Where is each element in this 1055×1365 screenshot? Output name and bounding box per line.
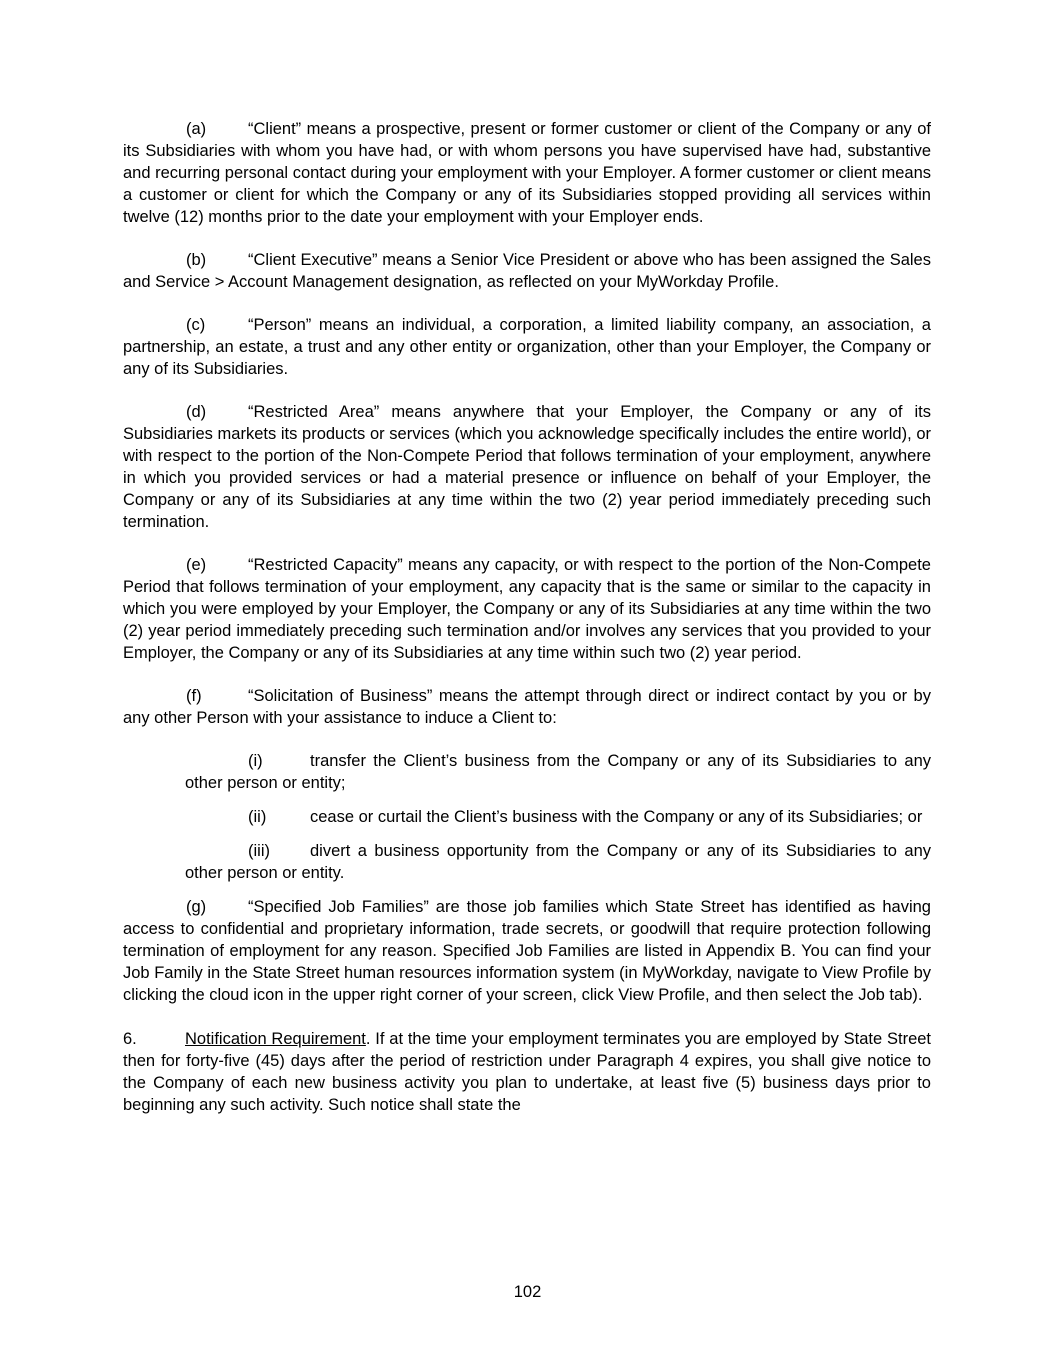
definition-e — [123, 554, 931, 664]
clause-text-c: “Person” means an individual, a corporation, a limited liability company, an association, a partnership, an estate, a trust and any other entity or organization, other than your Employer, the Company or any of its Subsidiaries. — [123, 316, 931, 378]
subclause-text-i: transfer the Client’s business from the Company or any of its Subsidiaries to any other person or entity; — [185, 752, 931, 792]
clause-label-g: (g) — [186, 898, 207, 916]
section-6-heading: Notification Requirement — [185, 1030, 366, 1048]
page-number: 102 — [513, 1283, 542, 1301]
clause-text-g: “Specified Job Families” are those job families which State Street has identified as having access to confidential and proprietary information, trade secrets, or goodwill that require protection following termination of employment for any reason. Specified Job Families are listed in Appendix B. You can find your Job Family in the State Street human resources information system (in MyWorkday, navigate to View Profile by clicking the cloud icon in the upper right corner of your screen, click View Profile, and then select the Job tab). — [123, 898, 931, 1004]
section-6 — [123, 1028, 931, 1116]
subclause-text-iii: divert a business opportunity from the Company or any of its Subsidiaries to any other person or entity. — [185, 842, 931, 882]
definition-a — [123, 118, 931, 228]
document-body — [123, 118, 931, 1137]
definition-g — [123, 896, 931, 1006]
clause-label-a: (a) — [186, 120, 207, 138]
clause-label-e: (e) — [186, 556, 207, 574]
clause-text-e: “Restricted Capacity” means any capacity, or with respect to the portion of the Non-Compete Period that follows termination of your employment, any capacity that is the same or similar to the capacity in which you were employed by your Employer, the Company or any of its Subsidiaries at any time within the two (2) year period immediately preceding such termination and/or involves any services that you provided to your Employer, the Company or any of its Subsidiaries at any time within such two (2) year period. — [123, 556, 931, 662]
subclause-label-i: (i) — [248, 752, 263, 770]
subclause-iii — [185, 840, 931, 884]
clause-text-d: “Restricted Area” means anywhere that your Employer, the Company or any of its Subsidiaries markets its products or services (which you acknowledge specifically includes the entire world), or with respect to the portion of the Non-Compete Period that follows termination of your employment, anywhere in which you provided services or had a material presence or influence on behalf of your Employer, the Company or any of its Subsidiaries at any time within the two (2) year period immediately preceding such termination. — [123, 403, 931, 531]
clause-text-b: “Client Executive” means a Senior Vice President or above who has been assigned the Sales and Service > Account Management designation, as reflected on your MyWorkday Profile. — [123, 251, 931, 291]
section-6-number: 6. — [123, 1030, 137, 1048]
definition-d — [123, 401, 931, 533]
subclause-label-iii: (iii) — [248, 842, 270, 860]
subclause-text-ii: cease or curtail the Client’s business with the Company or any of its Subsidiaries; or — [310, 808, 923, 826]
subclause-i — [185, 750, 931, 794]
clause-label-f: (f) — [186, 687, 202, 705]
subclause-label-ii: (ii) — [248, 808, 267, 826]
clause-label-d: (d) — [186, 403, 207, 421]
clause-text-f: “Solicitation of Business” means the attempt through direct or indirect contact by you or by any other Person with your assistance to induce a Client to: — [123, 687, 931, 727]
definition-f — [123, 685, 931, 729]
subclause-ii — [185, 806, 931, 828]
clause-label-c: (c) — [186, 316, 206, 334]
clause-text-a: “Client” means a prospective, present or former customer or client of the Company or any of its Subsidiaries with whom you have had, or with whom persons you have supervised have had, substantive and recurring personal contact during your employment with your Employer. A former customer or client means a customer or client for which the Company or any of its Subsidiaries stopped providing all services within twelve (12) months prior to the date your employment with your Employer ends. — [123, 120, 931, 226]
definition-c — [123, 314, 931, 380]
section-6-text: . If at the time your employment terminates you are employed by State Street then for forty-five (45) days after the period of restriction under Paragraph 4 expires, you shall give notice to the Company of each new business activity you plan to undertake, at least five (5) business days prior to beginning any such activity. Such notice shall state the — [123, 1030, 932, 1114]
definition-b — [123, 249, 931, 293]
clause-label-b: (b) — [186, 251, 207, 269]
